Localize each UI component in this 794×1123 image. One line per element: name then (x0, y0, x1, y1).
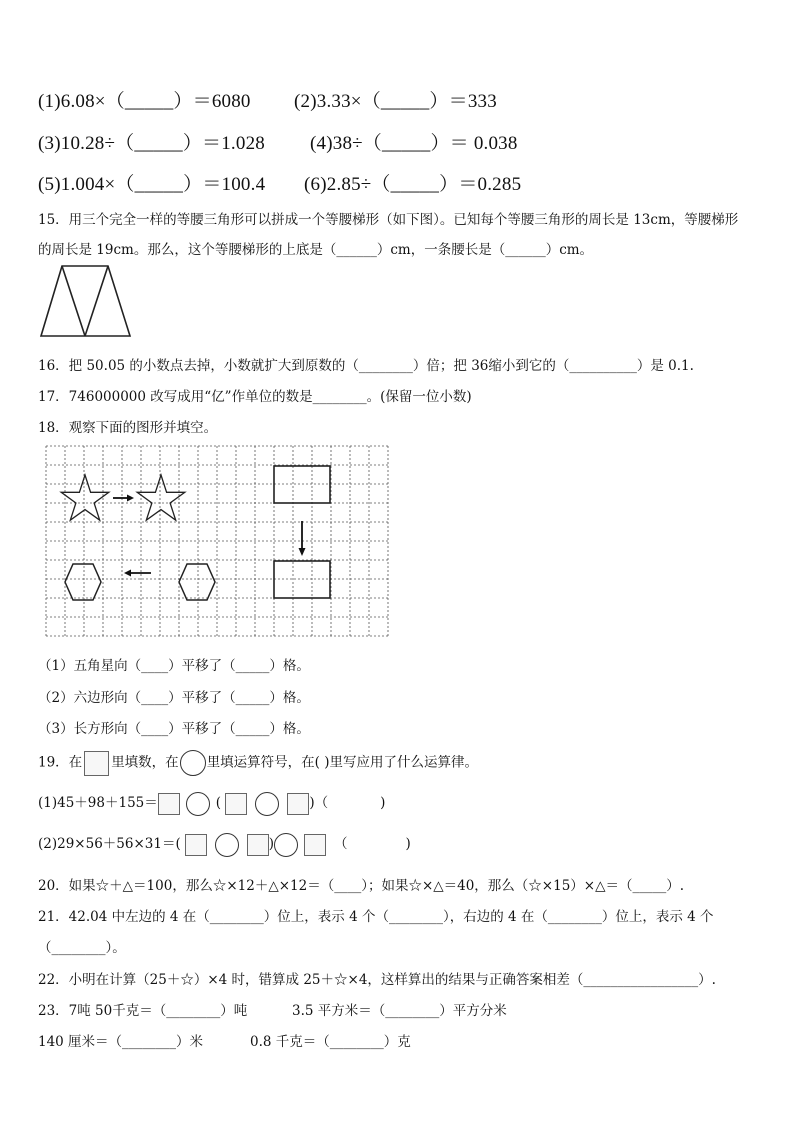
trapezoid-figure (38, 262, 134, 340)
operator-circle[interactable] (255, 792, 279, 816)
answer-box[interactable] (158, 793, 180, 815)
q19-eq1-law-open: )（ (309, 795, 329, 811)
q18-title: 18．观察下面的图形并填空。 (38, 420, 218, 436)
q18-item-3: （3）长方形向（____）平移了（_____）格。 (38, 721, 310, 737)
rectangle-shape-top (274, 466, 330, 503)
q19-eq2-text: (2)29×56＋56×31＝( (38, 836, 181, 852)
arrow-right-icon (113, 495, 134, 502)
q19-intro (38, 750, 478, 776)
q15-line-2: 的周长是 19cm。那么，这个等腰梯形的上底是（______）cm，一条腰长是（______）cm。 (38, 242, 594, 258)
operator-circle[interactable] (186, 792, 210, 816)
q23-item-2: 3.5 平方米＝（________）平方分米 (292, 1003, 507, 1019)
hexagon-shape-right (179, 564, 215, 600)
q19-eq1-paren-open: ( (215, 795, 222, 811)
q19-eq1-law-close: ) (380, 795, 386, 811)
q18-item-1: （1）五角星向（____）平移了（_____）格。 (38, 658, 310, 674)
q16-text: 16．把 50.05 的小数点去掉，小数就扩大到原数的（________）倍；把 36缩小到它的（__________）是 0.1. (38, 358, 694, 374)
arrow-down-icon (299, 521, 306, 556)
q19-eq2-law-open: （ (334, 836, 348, 852)
answer-box[interactable] (225, 793, 247, 815)
rectangle-shape-bottom (274, 561, 330, 598)
q22-text: 22．小明在计算（25＋☆）×4 时，错算成 25＋☆×4，这样算出的结果与正确答案相差（_________________）. (38, 972, 716, 988)
answer-box[interactable] (185, 834, 207, 856)
star-shape-left (61, 475, 109, 520)
arrow-left-icon (124, 570, 151, 577)
q23-item-3: 140 厘米＝（________）米 (38, 1034, 204, 1050)
star-shape-right (137, 475, 185, 520)
answer-box[interactable] (247, 834, 269, 856)
q14-item-2: (2)3.33×（_____）＝333 (294, 91, 497, 112)
q17-text: 17．746000000 改写成用“亿”作单位的数是________。(保留一位小数) (38, 389, 472, 405)
operator-circle-icon (180, 750, 206, 776)
answer-box[interactable] (287, 793, 309, 815)
q14-item-6: (6)2.85÷（_____）＝0.285 (304, 174, 522, 195)
q15-line-1: 15．用三个完全一样的等腰三角形可以拼成一个等腰梯形（如下图）。已知每个等腰三角形的周长是 13cm，等腰梯形 (38, 212, 739, 228)
translation-grid (45, 445, 391, 639)
q19-intro-part-b: 里填数，在 (111, 754, 179, 771)
q23-item-4: 0.8 千克＝（________）克 (250, 1034, 411, 1050)
q19-equation-1 (38, 791, 385, 816)
q19-intro-part-c: 里填运算符号，在( )里写应用了什么运算律。 (206, 754, 479, 771)
q14-item-3: (3)10.28÷（_____）＝1.028 (38, 133, 265, 154)
q18-item-2: （2）六边形向（____）平移了（_____）格。 (38, 690, 310, 706)
operator-circle[interactable] (215, 833, 239, 857)
q23-item-1: 23．7吨 50千克＝（________）吨 (38, 1003, 248, 1019)
q19-intro-part-a: 19．在 (38, 754, 83, 771)
q21-line-2: （________）。 (38, 940, 126, 956)
q19-equation-2 (38, 832, 411, 857)
q14-item-4: (4)38÷（_____）＝ 0.038 (310, 133, 518, 154)
q21-line-1: 21．42.04 中左边的 4 在（________）位上，表示 4 个（________），右边的 4 在（________）位上，表示 4 个 (38, 909, 714, 925)
q19-eq1-text: (1)45＋98＋155＝ (38, 795, 158, 811)
answer-box[interactable] (304, 834, 326, 856)
q19-eq2-paren-close: ) (268, 836, 275, 852)
operator-circle[interactable] (274, 833, 298, 857)
q20-text: 20．如果☆＋△＝100，那么☆×12＋△×12＝（____）；如果☆×△＝40，那么（☆×15）×△＝（_____）. (38, 878, 685, 894)
q14-item-5: (5)1.004×（_____）＝100.4 (38, 174, 266, 195)
number-box-icon (84, 751, 109, 776)
q14-item-1: (1)6.08×（_____）＝6080 (38, 91, 251, 112)
q19-eq2-law-close: ) (405, 836, 411, 852)
hexagon-shape-left (65, 564, 101, 600)
